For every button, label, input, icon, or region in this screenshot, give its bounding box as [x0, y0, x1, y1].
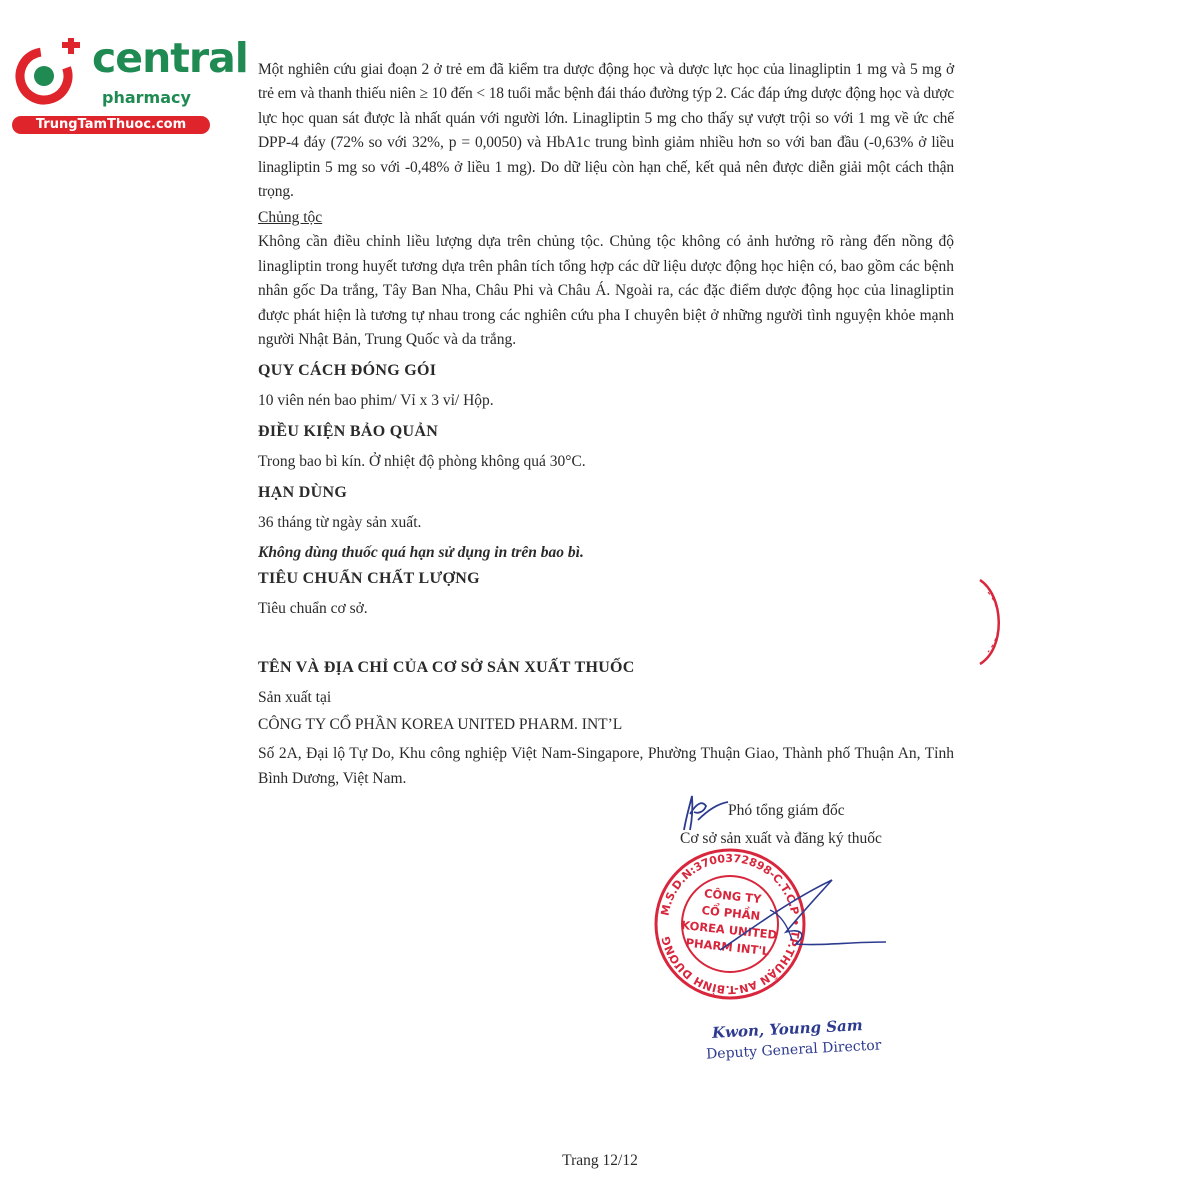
race-paragraph: Không cần điều chỉnh liều lượng dựa trên chủng tộc. Chủng tộc không có ảnh hưởng rõ ràng đến nồng độ linagliptin trong huyết tương dựa trên phân tích tổng hợp các dữ liệu dược động học hiện có, bao gồm các bệnh nhân gốc Da trắng, Tây Ban Nha, Châu Phi và Châu Á. Ngoài ra, các đặc điểm dược động học của linagliptin được phát hiện là tương tự nhau trong các nghiên cứu pha I chuyên biệt ở những người tình nguyện khỏe mạnh người Nhật Bản, Trung Quốc và da trắng. [258, 233, 954, 349]
organization-title: Cơ sở sản xuất và đăng ký thuốc [680, 830, 882, 847]
document-body [258, 58, 954, 791]
pharmacy-cross-logo-icon [12, 38, 84, 110]
company-name: CÔNG TY CỔ PHẦN KOREA UNITED PHARM. INT’L [258, 716, 623, 734]
storage-heading: ĐIỀU KIỆN BẢO QUẢN [258, 423, 439, 441]
central-pharmacy-logo [12, 34, 248, 138]
manufacturer-heading: TÊN VÀ ĐỊA CHỈ CỦA CƠ SỞ SẢN XUẤT THUỐC [258, 659, 635, 677]
packaging-heading: QUY CÁCH ĐÓNG GÓI [258, 362, 437, 380]
seal-line: CỔ PHẦN [700, 903, 761, 924]
expiry-warning: Không dùng thuốc quá hạn sử dụng in trên bao bì. [258, 544, 584, 562]
logo-brand-name: central [92, 34, 248, 82]
race-subheading: Chủng tộc [258, 209, 323, 227]
expiry-text: 36 tháng từ ngày sản xuất. [258, 514, 422, 532]
position-title: Phó tổng giám đốc [728, 802, 845, 819]
company-address: Số 2A, Đại lộ Tự Do, Khu công nghiệp Việt Nam-Singapore, Phường Thuận Giao, Thành phố Thuận An, Tỉnh Bình Dương, Việt Nam. [258, 745, 954, 787]
seal-line: PHARM INT'L [684, 935, 770, 959]
seal-line: KOREA UNITED [680, 917, 778, 942]
signer-name: Kwon, Young Sam [711, 1016, 864, 1042]
page-number: Trang 12/12 [562, 1152, 638, 1169]
seal-ring-text: M.S.D.N:3700372898-C.T.C.P • TP.THUẬN AN-T.BÌNH DƯƠNG [658, 851, 803, 997]
storage-text: Trong bao bì kín. Ở nhiệt độ phòng không quá 30°C. [258, 453, 586, 471]
partial-stamp-icon [976, 576, 1010, 668]
pediatric-study-paragraph: Một nghiên cứu giai đoạn 2 ở trẻ em đã kiểm tra dược động học và dược lực học của linagliptin 1 mg và 5 mg ở trẻ em và thanh thiếu niên ≥ 10 đến < 18 tuổi mắc bệnh đái tháo đường týp 2. Các đáp ứng dược động học và dược lực học quan sát được là nhất quán với người lớn. Linagliptin 5 mg cho thấy sự vượt trội so với 1 mg về ức chế DPP-4 đáy (72% so với 32%, p = 0,0050) và HbA1c trung bình giảm nhiều hơn so với ban đầu (-0,63% ở liều linagliptin 5 mg so với -0,48% ở liều 1 mg). Do dữ liệu còn hạn chế, kết quả nên được diễn giải một cách thận trọng. [258, 61, 954, 201]
logo-website: TrungTamThuoc.com [12, 116, 210, 134]
packaging-text: 10 viên nén bao phim/ Vỉ x 3 vỉ/ Hộp. [258, 392, 494, 410]
spacer [258, 621, 954, 649]
manufactured-at-label: Sản xuất tại [258, 689, 332, 707]
expiry-heading: HẠN DÙNG [258, 484, 348, 502]
signer-title: Deputy General Director [705, 1037, 882, 1063]
logo-subtitle: pharmacy [102, 88, 191, 107]
quality-heading: TIÊU CHUẨN CHẤT LƯỢNG [258, 570, 480, 588]
quality-text: Tiêu chuẩn cơ sở. [258, 600, 368, 618]
seal-line: CÔNG TY [703, 886, 763, 907]
signature-icon [700, 870, 900, 980]
